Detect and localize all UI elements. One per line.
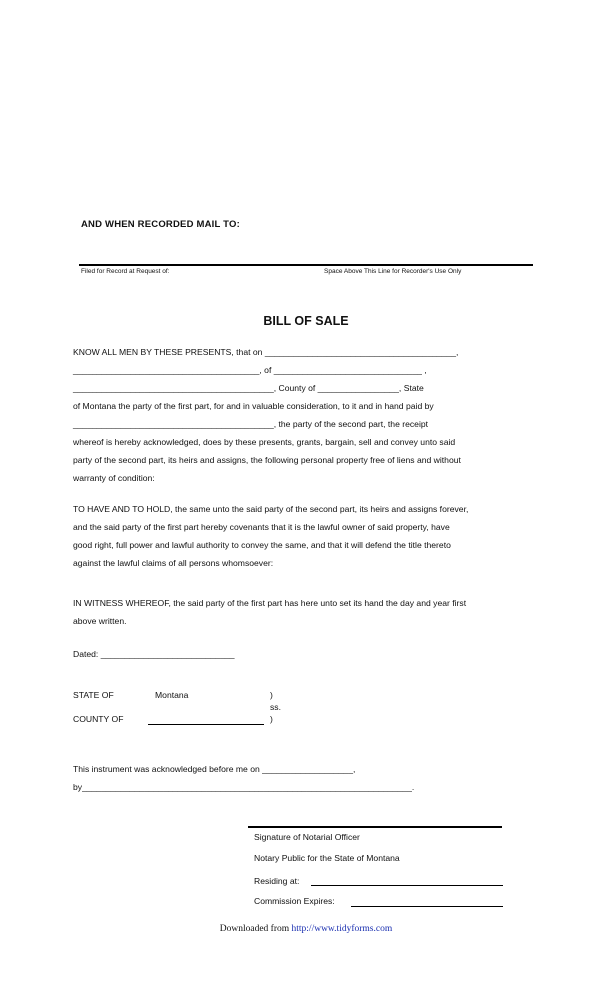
paragraph-line: good right, full power and lawful authority to convey the same, and that it will defend the title thereto xyxy=(73,540,451,550)
paragraph-line: party of the second part, its heirs and assigns, the following personal property free of liens and without xyxy=(73,455,461,465)
acknowledgment-by-line[interactable]: by_____________________________________________________________________. xyxy=(73,782,415,792)
county-field[interactable] xyxy=(148,724,264,725)
dated-field[interactable]: Dated: ____________________________ xyxy=(73,649,235,659)
paragraph-line: whereof is hereby acknowledged, does by these presents, grants, bargain, sell and convey unto said xyxy=(73,437,456,447)
paragraph-in-witness xyxy=(73,594,466,630)
commission-expires-label: Commission Expires: xyxy=(254,896,335,906)
county-of-label: COUNTY OF xyxy=(73,714,124,724)
state-of-label: STATE OF xyxy=(73,690,114,700)
paragraph-line: warranty of condition: xyxy=(73,473,155,483)
paragraph-line: IN WITNESS WHEREOF, the said party of the first part has here unto set its hand the day and year first xyxy=(73,598,467,608)
venue-brace-bottom: ) xyxy=(270,714,273,724)
mail-to-heading: AND WHEN RECORDED MAIL TO: xyxy=(81,219,240,230)
recorder-use-label: Space Above This Line for Recorder's Use Only xyxy=(324,268,462,275)
residing-at-field[interactable] xyxy=(311,885,503,886)
recorder-divider xyxy=(79,264,533,266)
paragraph-line: against the lawful claims of all persons whomsoever: xyxy=(73,558,274,568)
footer-prefix: Downloaded from xyxy=(219,924,292,934)
paragraph-line: TO HAVE AND TO HOLD, the same unto the said party of the second part, its heirs and assigns forever, xyxy=(73,504,469,514)
filed-for-record-label: Filed for Record at Request of: xyxy=(81,268,170,275)
notary-signature-line[interactable] xyxy=(248,826,502,828)
paragraph-line: __________________________________________, the party of the second part, the receipt xyxy=(73,419,429,429)
venue-brace-top: ) xyxy=(270,690,273,700)
notary-title: Notary Public for the State of Montana xyxy=(254,853,400,863)
tidyforms-link[interactable]: http://www.tidyforms.com xyxy=(291,924,393,934)
paragraph-line: _______________________________________, of _______________________________ , xyxy=(73,365,427,375)
acknowledgment-date-line[interactable]: This instrument was acknowledged before me on ___________________, xyxy=(73,764,356,774)
document-title: BILL OF SALE xyxy=(263,314,349,328)
paragraph-line: KNOW ALL MEN BY THESE PRESENTS, that on ________________________________________, xyxy=(73,347,459,357)
paragraph-line: of Montana the party of the first part, for and in valuable consideration, to it and in hand paid by xyxy=(73,401,434,411)
paragraph-line: __________________________________________, County of _________________, State xyxy=(73,383,424,393)
paragraph-to-have-and-hold xyxy=(73,500,468,572)
notary-signature-label: Signature of Notarial Officer xyxy=(254,832,360,842)
paragraph-line: and the said party of the first part hereby covenants that it is the lawful owner of said property, have xyxy=(73,522,450,532)
commission-expires-field[interactable] xyxy=(351,906,503,907)
ss-label: ss. xyxy=(270,702,281,712)
residing-at-label: Residing at: xyxy=(254,876,300,886)
paragraph-know-all-men xyxy=(73,343,461,487)
download-footer xyxy=(0,924,612,934)
paragraph-line: above written. xyxy=(73,616,127,626)
state-value: Montana xyxy=(155,690,189,700)
